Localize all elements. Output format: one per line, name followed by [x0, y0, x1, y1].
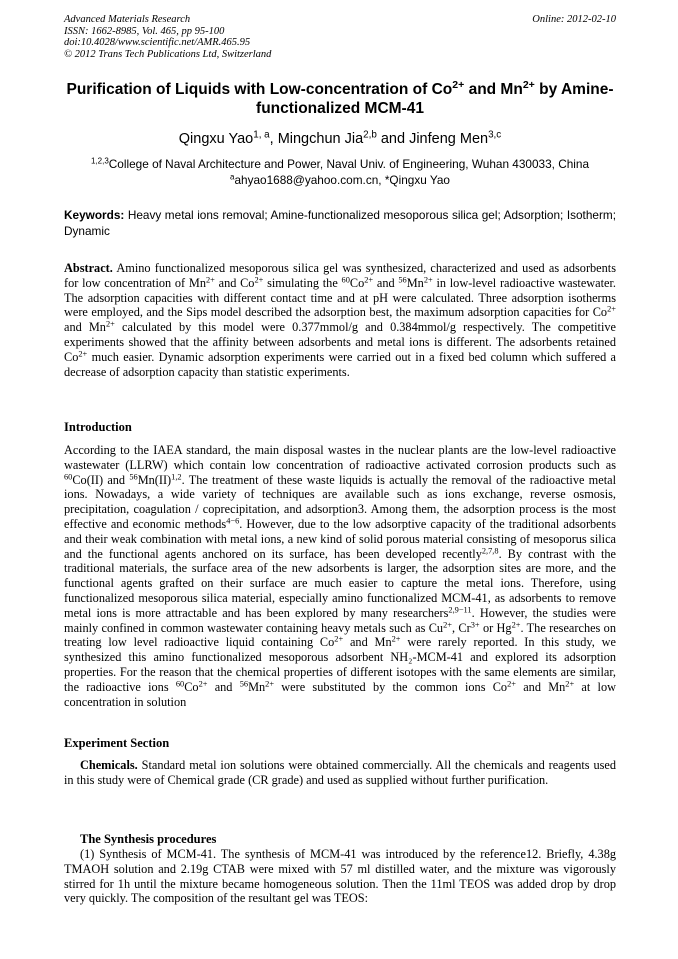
superscript: 2+: [254, 275, 264, 285]
body-text: or Hg: [479, 620, 512, 635]
superscript: 60: [64, 472, 73, 481]
title-part: by Amine-functionalized MCM-41: [256, 81, 614, 117]
title-superscript: 2+: [522, 79, 535, 92]
body-text: at low concentration in solution: [64, 679, 616, 709]
chemicals-label: Chemicals.: [80, 758, 138, 772]
superscript: 60: [341, 275, 350, 285]
body-text: Co: [184, 679, 199, 694]
body-text: and Mn: [515, 679, 566, 694]
superscript: 2+: [507, 679, 516, 689]
abstract-text: Mn: [406, 275, 424, 290]
body-text: , Cr: [451, 620, 471, 635]
copyright-line: © 2012 Trans Tech Publications Ltd, Switzerland: [64, 48, 272, 60]
body-text: were rarely reported. In this study, we synthesized this amino functionalized mesoporous adsorbent NH₂-MCM-41 and explored its adsorption properties. For the reason that the chemical properties of different isotopes with the same elements are similar, the radioactive ions: [64, 635, 616, 694]
body-text: Mn(II): [137, 472, 172, 487]
superscript: 2+: [334, 634, 344, 644]
chemicals-paragraph: [64, 758, 616, 788]
superscript: 2+: [265, 679, 275, 689]
author-affil-mark: 1, a: [253, 129, 270, 141]
superscript: 2+: [364, 275, 374, 285]
body-text: . However, due to the low adsorptive capacity of the traditional adsorbents and their weak combination with metal ions, a new kind of solid porous material consisting of mesoporus silica and the functional agents anchored on its surface, has been developed recently: [64, 516, 616, 561]
affiliation-text: College of Naval Architecture and Power, Naval Univ. of Engineering, Wuhan 430033, China: [108, 157, 590, 171]
superscript: 2+: [607, 304, 616, 314]
affiliation-line: [64, 157, 616, 173]
superscript: 2+: [423, 275, 433, 285]
title-part: Purification of Liquids with Low-concentration of Co: [66, 81, 453, 98]
abstract-label: Abstract.: [64, 261, 113, 275]
superscript: 2+: [391, 634, 401, 644]
abstract-text: calculated by this model were 0.377mmol/g and 0.384mmol/g respectively. The competitive experiments showed that the affinity between adsorbents and metal ions is different. The adsorbents retained Co: [64, 320, 616, 364]
superscript: 2+: [443, 619, 452, 629]
affiliation-block: [64, 157, 616, 188]
email-mark: a: [230, 172, 235, 182]
abstract-text: in low-level radioactive wastewater. The adsorption capacities with different contact time and at pH were calculated. Three adsorption isotherms were employed, and the Sips model described the adsorption best, the maximum adsorption capacities for Co: [64, 275, 616, 320]
body-text: Co(II) and: [72, 472, 130, 487]
citation-mark: 1,2: [171, 472, 182, 481]
author-affil-mark: 3,c: [488, 129, 502, 141]
superscript: 2+: [511, 619, 521, 629]
superscript: 2+: [198, 679, 208, 689]
body-text: . The researches on treating low level radioactive liquid containing Co: [64, 620, 616, 650]
journal-name: Advanced Materials Research: [64, 14, 191, 25]
citation-mark: 2,7,8: [481, 545, 499, 555]
citation-mark: 2,9−11: [448, 605, 472, 615]
doi-line: doi:10.4028/www.scientific.net/AMR.465.95: [64, 37, 251, 48]
abstract-paragraph: [64, 261, 616, 379]
body-text: . However, the studies were mainly confined in common wastewater containing heavy metals such as Cu: [64, 605, 616, 635]
body-text: According to the IAEA standard, the main disposal wastes in the nuclear plants are the low-level radioactive wastewater (LLRW) which contain low concentration of radioactive activated corrosion products such as: [64, 443, 616, 472]
author-name: , Mingchun Jia: [269, 131, 364, 147]
author-affil-mark: 2,b: [363, 129, 377, 141]
body-text: were substituted by the common ions Co: [274, 679, 508, 694]
superscript: 2+: [78, 349, 88, 359]
body-text: Mn: [248, 679, 266, 694]
affiliation-mark: 1,2,3: [90, 156, 109, 166]
author-name: Qingxu Yao: [178, 131, 254, 147]
body-text: and: [207, 679, 240, 694]
superscript: 56: [129, 472, 138, 481]
superscript: 3+: [470, 619, 480, 629]
abstract-text: and: [373, 275, 399, 290]
online-date: Online: 2012-02-10: [532, 14, 616, 25]
abstract-text: and Mn: [64, 320, 106, 335]
chemicals-text: Standard metal ion solutions were obtained commercially. All the chemicals and reagents used in this study were of Chemical grade (CR grade) and used as supplied without further purification.: [64, 758, 616, 787]
synthesis-paragraph: (1) Synthesis of MCM-41. The synthesis of MCM-41 was introduced by the reference12. Briefly, 4.38g TMAOH solution and 2.19g CTAB were mixed with 57 ml distilled water, and the mixture was vigorously stirred for 1h until the mixture became homogeneous solution. Then the 11ml TEOS was added drop by drop very quickly. The composition of the resultant gel was TEOS:: [64, 847, 616, 906]
superscript: 2+: [105, 319, 115, 329]
title-superscript: 2+: [452, 79, 465, 92]
abstract-text: simulating the: [263, 275, 342, 290]
email-text: ahyao1688@yahoo.com.cn, *Qingxu Yao: [234, 172, 450, 187]
experiment-heading: Experiment Section: [64, 736, 170, 750]
abstract-text: and Co: [214, 275, 255, 290]
title-part: and Mn: [464, 81, 523, 98]
superscript: 2+: [205, 275, 215, 285]
synthesis-heading: The Synthesis procedures: [80, 832, 217, 846]
body-text: and Mn: [343, 635, 392, 650]
abstract-text: much easier. Dynamic adsorption experiments were carried out in a fixed bed column which suffered a decrease of adsorption capacity than statistic experiments.: [64, 349, 616, 379]
citation-mark: 4−6: [226, 516, 240, 526]
journal-header: [64, 14, 616, 60]
superscript: 2+: [565, 679, 575, 689]
body-text: . By contrast with the traditional materials, the surface area of the new adsorbents is larger, the adsorption sites are more, and the functional agents grafted on their surface are much easier to capture the metal ions. Therefore, using functionalized mesoporous silica material, especially amino functionalized MCM-41, as adsorbents to remove metal ions is more attractable and has been explored by many researchers: [64, 546, 616, 620]
superscript: 56: [398, 275, 407, 285]
introduction-heading: Introduction: [64, 420, 132, 434]
introduction-paragraph: [64, 443, 616, 709]
keywords-text: Heavy metal ions removal; Amine-functionalized mesoporous silica gel; Adsorption; Isotherm; Dynamic: [64, 208, 616, 238]
paper-title: [64, 80, 616, 118]
email-line: [64, 173, 616, 189]
body-text: . The treatment of these waste liquids is actually the removal of the radioactive metal ions. Nowadays, a wide variety of techniques are available such as ions exchange, reverse osmosis, precipitation, coagulation / coprecipitation, and adsorption3. Among them, the adsorption process is the most effective and economic methods: [64, 472, 616, 531]
keywords-label: Keywords:: [64, 208, 125, 222]
keywords-block: [64, 208, 616, 239]
abstract-text: Amino functionalized mesoporous silica gel was synthesized, characterized and used as adsorbents for low concentration of Mn: [64, 261, 616, 290]
author-name: and Jinfeng Men: [376, 131, 489, 147]
superscript: 60: [175, 679, 185, 689]
abstract-text: Co: [349, 275, 365, 290]
author-list: [64, 130, 616, 148]
issn-line: ISSN: 1662-8985, Vol. 465, pp 95-100: [64, 25, 225, 37]
superscript: 56: [239, 679, 249, 689]
